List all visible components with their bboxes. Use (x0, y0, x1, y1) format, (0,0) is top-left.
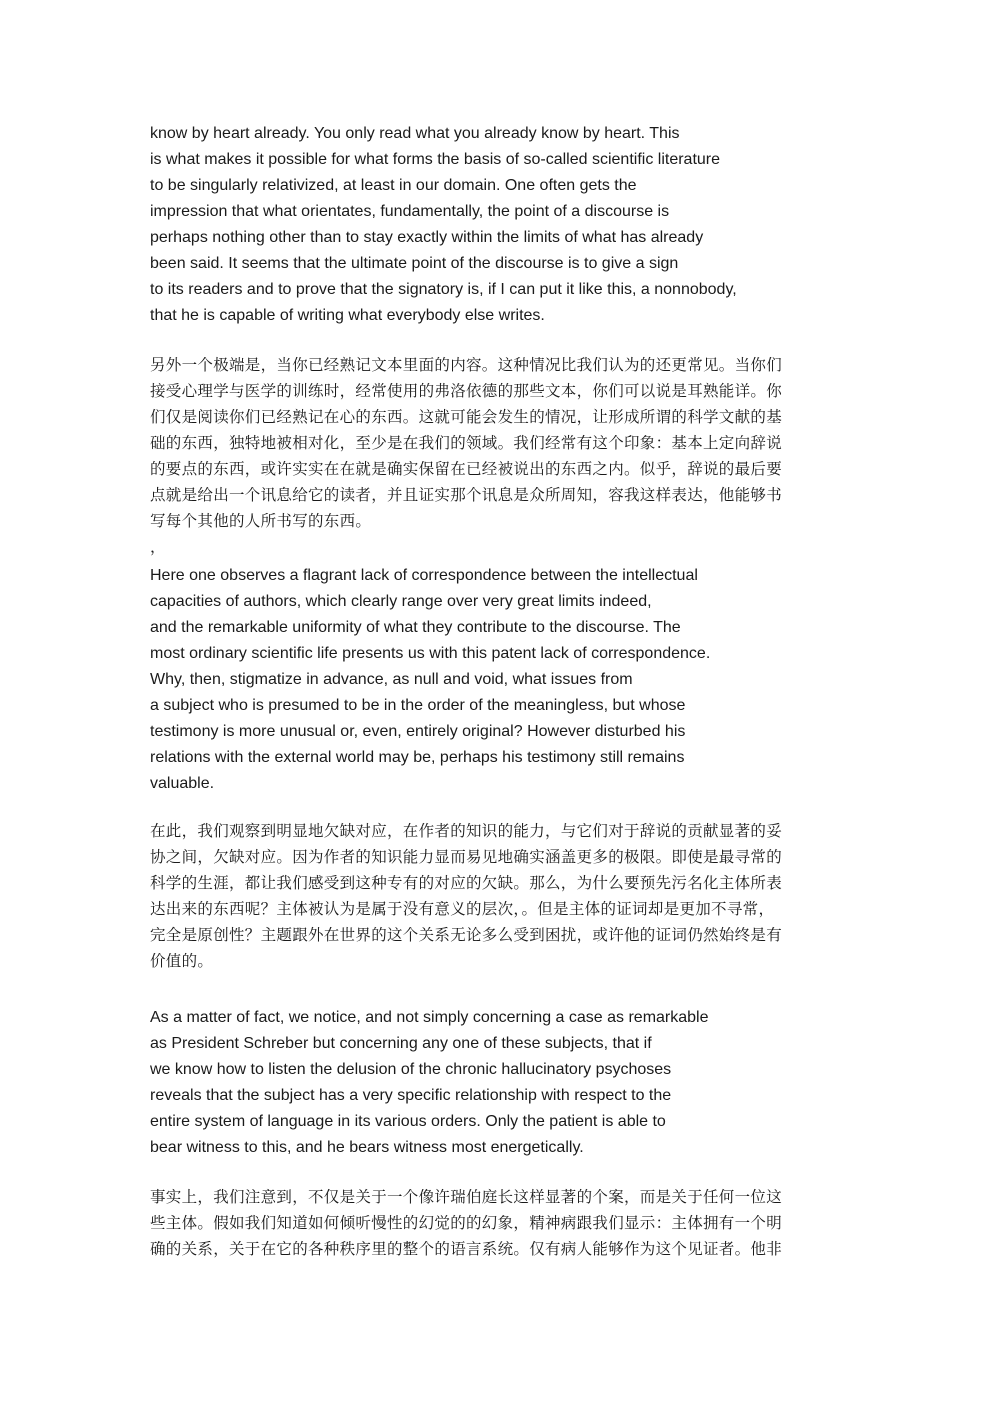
chinese-paragraph-1 (150, 352, 782, 560)
text-line: 事实上，我们注意到，不仅是关于一个像许瑞伯庭长这样显著的个案，而是关于任何一位这 (150, 1188, 783, 1206)
text-line: 协之间，欠缺对应。因为作者的知识能力显而易见地确实涵盖更多的极限。即使是最寻常的 (150, 848, 783, 866)
text-line: to be singularly relativized, at least in our domain. One often gets the (150, 177, 637, 194)
text-line: Why, then, stigmatize in advance, as null and void, what issues from (150, 671, 633, 688)
text-line: relations with the external world may be, perhaps his testimony still remains (150, 749, 685, 766)
text-line: 的要点的东西，或许实实在在就是确实保留在已经被说出的东西之内。似乎，辞说的最后要 (150, 460, 783, 478)
text-line: most ordinary scientific life presents us with this patent lack of correspondence. (150, 645, 711, 662)
text-line: that he is capable of writing what everybody else writes. (150, 307, 545, 324)
text-line: as President Schreber but concerning any one of these subjects, that if (150, 1035, 652, 1052)
text-line: 们仅是阅读你们已经熟记在心的东西。这就可能会发生的情况，让形成所谓的科学文献的基 (150, 408, 783, 426)
text-line: perhaps nothing other than to stay exactly within the limits of what has already (150, 229, 704, 246)
text-line: 达出来的东西呢？主体被认为是属于没有意义的层次，。但是主体的证词却是更加不寻常， (150, 900, 775, 918)
text-line: 科学的生涯，都让我们感受到这种专有的对应的欠缺。那么，为什么要预先污名化主体所表 (150, 874, 783, 892)
text-line: bear witness to this, and he bears witness most energetically. (150, 1139, 584, 1156)
text-line: 础的东西，独特地被相对化，至少是在我们的领域。我们经常有这个印象：基本上定向辞说 (150, 434, 783, 452)
text-line: 点就是给出一个讯息给它的读者，并且证实那个讯息是众所周知，容我这样表达，他能够书 (150, 486, 783, 504)
chinese-paragraph-3 (150, 1184, 782, 1262)
text-line: 接受心理学与医学的训练时，经常使用的弗洛依德的那些文本，你们可以说是耳熟能详。你 (150, 382, 783, 400)
text-line: As a matter of fact, we notice, and not simply concerning a case as remarkable (150, 1009, 709, 1026)
text-line: 另外一个极端是，当你已经熟记文本里面的内容。这种情况比我们认为的还更常见。当你们 (150, 356, 783, 374)
text-line: entire system of language in its various orders. Only the patient is able to (150, 1113, 666, 1130)
text-line: reveals that the subject has a very specific relationship with respect to the (150, 1087, 672, 1104)
text-line: 价值的。 (150, 952, 214, 970)
english-paragraph-3 (150, 1005, 709, 1161)
english-paragraph-1 (150, 121, 737, 329)
text-line: been said. It seems that the ultimate point of the discourse is to give a sign (150, 255, 679, 272)
text-line: impression that what orientates, fundamentally, the point of a discourse is (150, 203, 670, 220)
chinese-paragraph-2 (150, 818, 782, 974)
text-line: is what makes it possible for what forms the basis of so-called scientific literature (150, 151, 721, 168)
text-line: ， (150, 538, 166, 556)
text-line: valuable. (150, 775, 215, 792)
text-line: 确的关系，关于在它的各种秩序里的整个的语言系统。仅有病人能够作为这个见证者。他非 (150, 1240, 783, 1258)
text-line: 些主体。假如我们知道如何倾听慢性的幻觉的的幻象，精神病跟我们显示：主体拥有一个明 (150, 1214, 783, 1232)
text-line: a subject who is presumed to be in the order of the meaningless, but whose (150, 697, 686, 714)
text-line: 写每个其他的人所书写的东西。 (150, 512, 372, 530)
text-line: Here one observes a flagrant lack of correspondence between the intellectual (150, 567, 698, 584)
text-line: 在此，我们观察到明显地欠缺对应，在作者的知识的能力，与它们对于辞说的贡献显著的妥 (150, 822, 783, 840)
text-line: know by heart already. You only read what you already know by heart. This (150, 125, 680, 142)
text-line: to its readers and to prove that the signatory is, if I can put it like this, a nonnobody, (150, 281, 737, 298)
text-line: and the remarkable uniformity of what they contribute to the discourse. The (150, 619, 681, 636)
text-line: testimony is more unusual or, even, entirely original? However disturbed his (150, 723, 686, 740)
text-line: we know how to listen the delusion of the chronic hallucinatory psychoses (150, 1061, 672, 1078)
text-line: 完全是原创性？主题跟外在世界的这个关系无论多么受到困扰，或许他的证词仍然始终是有 (150, 926, 783, 944)
english-paragraph-2 (150, 563, 710, 797)
text-line: capacities of authors, which clearly range over very great limits indeed, (150, 593, 652, 610)
